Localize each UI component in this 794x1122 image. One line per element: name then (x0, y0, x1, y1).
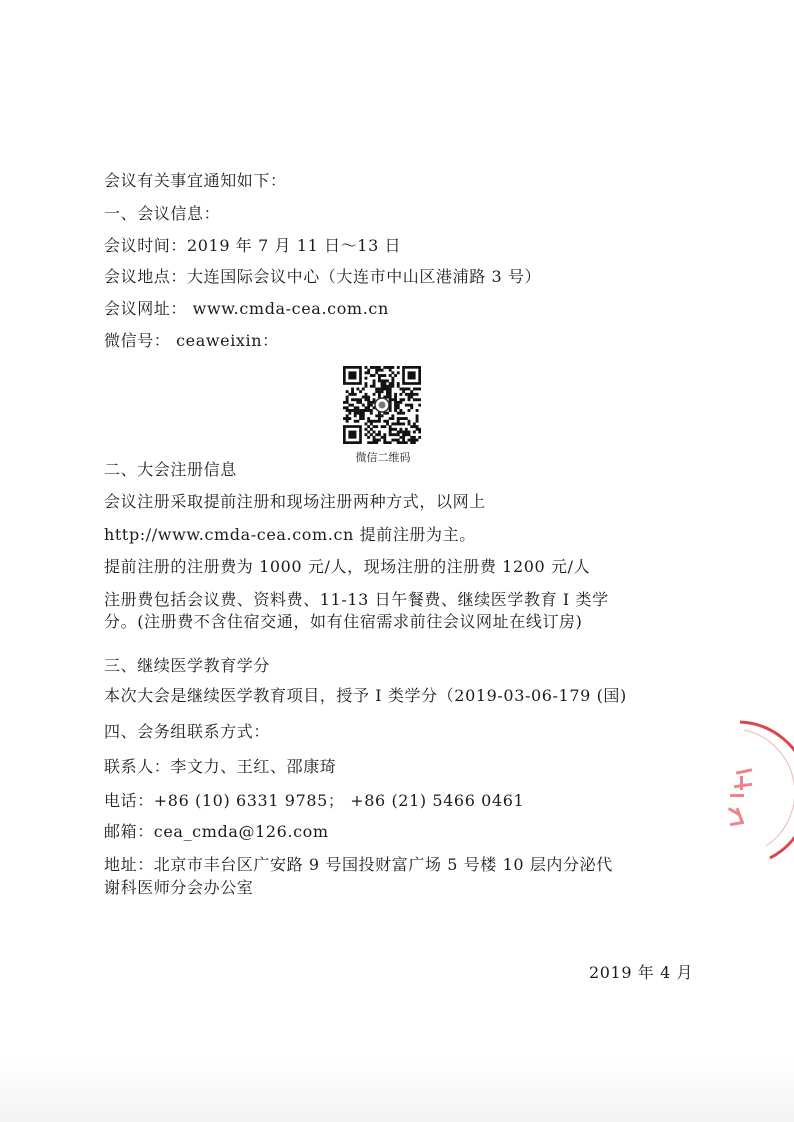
contact-phone: 电话：+86 (10) 6331 9785； +86 (21) 5466 0461 (104, 791, 525, 810)
document-date: 2019 年 4 月 (589, 963, 694, 982)
section1-heading: 一、会议信息： (104, 204, 221, 223)
registration-fees: 提前注册的注册费为 1000 元/人，现场注册的注册费 1200 元/人 (104, 557, 591, 576)
contact-email: 邮箱：cea_cmda@126.com (104, 822, 329, 841)
contact-address-1: 地址：北京市丰台区广安路 9 号国投财富广场 5 号楼 10 层内分泌代 (104, 855, 613, 874)
qr-caption: 微信二维码 (355, 451, 411, 464)
meeting-website: 会议网址： www.cmda-cea.com.cn (104, 299, 389, 318)
wechat-id: 微信号： ceaweixin： (104, 331, 279, 350)
meeting-time: 会议时间：2019 年 7 月 11 日～13 日 (104, 236, 402, 255)
section2-heading: 二、大会注册信息 (104, 460, 237, 479)
intro-text: 会议有关事宜通知如下： (104, 171, 287, 190)
registration-line-1: 会议注册采取提前注册和现场注册两种方式，以网上 (104, 492, 486, 511)
section4-heading: 四、会务组联系方式： (104, 722, 271, 741)
fee-includes-2: 分。(注册费不含住宿交通，如有住宿需求前往会议网址在线订房) (104, 612, 583, 631)
section3-heading: 三、继续医学教育学分 (104, 656, 271, 675)
fee-includes-1: 注册费包括会议费、资料费、11-13 日午餐费、继续医学教育 I 类学 (104, 590, 609, 609)
wechat-qr-code (343, 366, 421, 444)
contact-address-2: 谢科医师分会办公室 (104, 878, 254, 897)
qr-code-icon (343, 366, 421, 444)
credit-text: 本次大会是继续医学教育项目，授予 I 类学分（2019-03-06-179 (国) (104, 686, 627, 705)
scan-shadow (0, 1060, 794, 1122)
registration-line-2: http://www.cmda-cea.com.cn 提前注册为主。 (104, 525, 476, 544)
official-seal-stamp (700, 718, 794, 868)
contact-persons: 联系人：李文力、王红、邵康琦 (104, 757, 337, 776)
meeting-venue: 会议地点：大连国际会议中心（大连市中山区港浦路 3 号） (104, 267, 542, 286)
